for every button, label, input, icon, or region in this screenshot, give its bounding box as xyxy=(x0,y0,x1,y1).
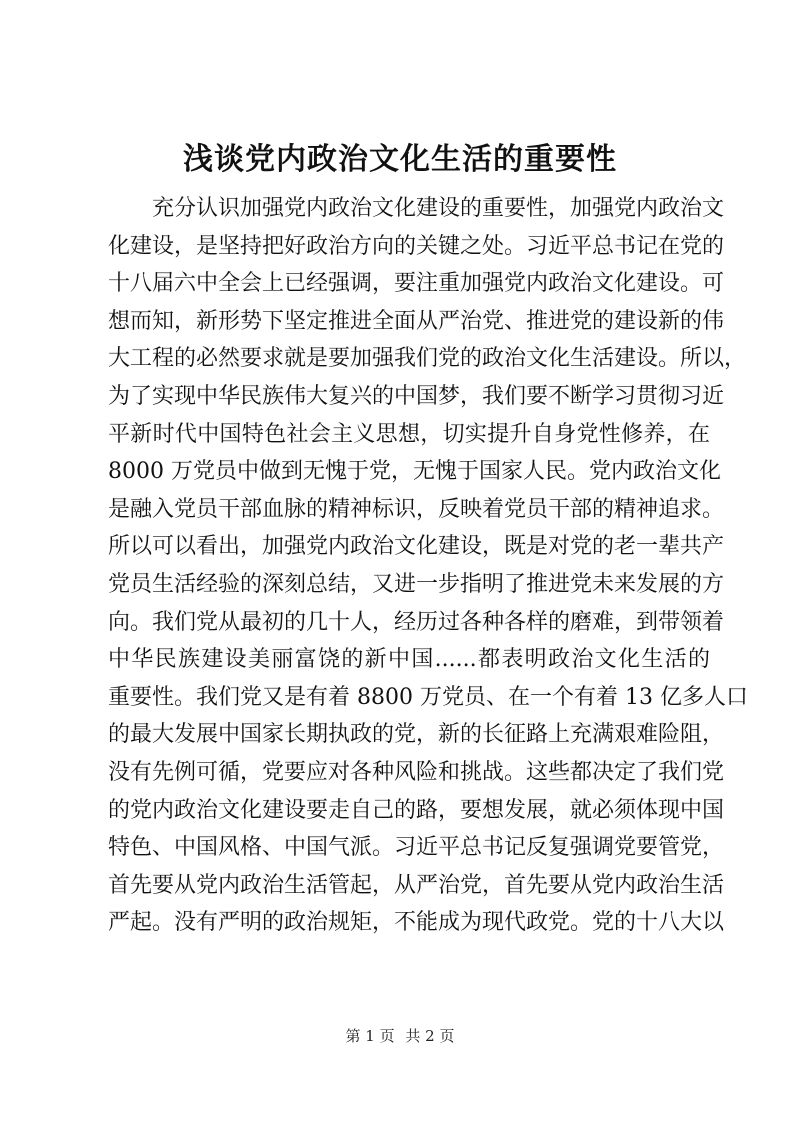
body-line: 平新时代中国特色社会主义思想，切实提升自身党性修养，在 xyxy=(108,421,710,447)
body-line: 化建设，是坚持把好政治方向的关键之处。习近平总书记在党的 xyxy=(108,233,725,259)
body-line: 充分认识加强党内政治文化建设的重要性，加强党内政治文 xyxy=(152,196,725,221)
body-line: 为了实现中华民族伟大复兴的中国梦，我们要不断学习贯彻习近 xyxy=(108,383,725,409)
body-line: 8000 万党员中做到无愧于党，无愧于国家人民。党内政治文化 xyxy=(108,459,721,485)
document-title: 浅谈党内政治文化生活的重要性 xyxy=(183,142,617,177)
page-footer xyxy=(0,1026,800,1046)
body-line: 想而知，新形势下坚定推进全面从严治党、推进党的建设新的伟 xyxy=(108,308,725,334)
body-line: 没有先例可循，党要应对各种风险和挑战。这些都决定了我们党 xyxy=(108,759,725,785)
body-line: 首先要从党内政治生活管起，从严治党，首先要从党内政治生活 xyxy=(108,872,725,898)
body-line: 严起。没有严明的政治规矩，不能成为现代政党。党的十八大以 xyxy=(108,910,725,936)
document-body xyxy=(108,190,748,942)
body-line: 党员生活经验的深刻总结，又进一步指明了推进党未来发展的方 xyxy=(108,571,725,597)
body-line: 的党内政治文化建设要走自己的路，要想发展，就必须体现中国 xyxy=(108,797,725,823)
body-line: 的最大发展中国家长期执政的党，新的长征路上充满艰难险阻， xyxy=(108,722,725,748)
body-line: 十八届六中全会上已经强调，要注重加强党内政治文化建设。可 xyxy=(108,271,725,297)
body-line: 所以可以看出，加强党内政治文化建设，既是对党的老一辈共产 xyxy=(108,534,725,560)
body-line: 是融入党员干部血脉的精神标识，反映着党员干部的精神追求。 xyxy=(108,496,725,522)
body-line: 特色、中国风格、中国气派。习近平总书记反复强调党要管党， xyxy=(108,835,725,861)
page-total: 共 2 页 xyxy=(405,1027,455,1045)
body-line: 重要性。我们党又是有着 8800 万党员、在一个有着 13 亿多人口 xyxy=(108,684,748,710)
body-line: 向。我们党从最初的几十人，经历过各种各样的磨难，到带领着 xyxy=(108,609,725,635)
body-line: 大工程的必然要求就是要加强我们党的政治文化生活建设。所以， xyxy=(108,346,747,372)
body-line: 中华民族建设美丽富饶的新中国......都表明政治文化生活的 xyxy=(108,647,710,673)
page-number: 第 1 页 xyxy=(345,1027,395,1045)
